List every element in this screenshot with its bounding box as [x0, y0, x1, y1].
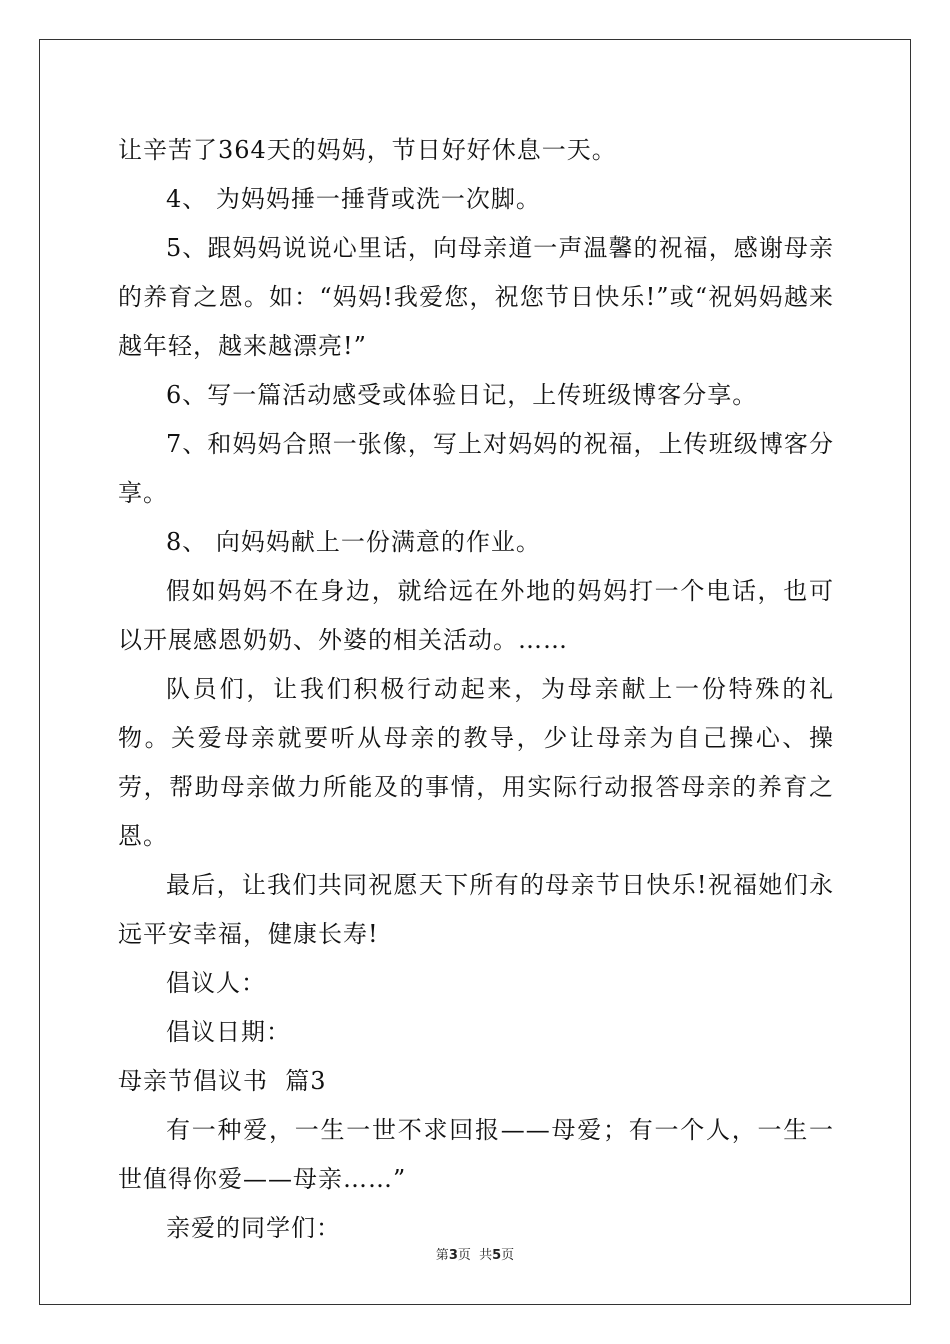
paragraph-continuation: 让辛苦了364天的妈妈，节日好好休息一天。	[118, 136, 617, 164]
proposal-date-label: 倡议日期：	[166, 1018, 291, 1046]
paragraph-closing-wish: 最后，让我们共同祝愿天下所有的母亲节日快乐!祝福她们永远平安幸福，健康长寿!	[118, 871, 834, 948]
paragraph-item-6: 6、写一篇活动感受或体验日记，上传班级博客分享。	[166, 381, 758, 409]
footer-page-mid: 页 共	[457, 1248, 493, 1263]
footer-current-page: 3	[448, 1248, 458, 1263]
paragraph-item-4: 4、 为妈妈捶一捶背或洗一次脚。	[166, 185, 541, 213]
paragraph-item-5: 5、跟妈妈说说心里话，向母亲道一声温馨的祝福，感谢母亲的养育之恩。如：“妈妈!我爱您，祝您节日快乐!”或“祝妈妈越来越年轻，越来越漂亮!”	[118, 234, 834, 360]
paragraph-item-8: 8、 向妈妈献上一份满意的作业。	[166, 528, 541, 556]
document-body	[118, 126, 834, 1253]
paragraph-absent-mother: 假如妈妈不在身边，就给远在外地的妈妈打一个电话，也可以开展感恩奶奶、外婆的相关活动。……	[118, 577, 834, 654]
page-footer	[0, 1244, 950, 1263]
footer-page-suffix: 页	[501, 1248, 515, 1263]
paragraph-intro-quote: 有一种爱，一生一世不求回报——母爱；有一个人，一生一世值得你爱——母亲……”	[118, 1116, 834, 1193]
footer-total-pages: 5	[492, 1248, 502, 1263]
section-title: 母亲节倡议书 篇3	[118, 1067, 327, 1095]
proposer-label: 倡议人：	[166, 969, 266, 997]
paragraph-item-7: 7、和妈妈合照一张像，写上对妈妈的祝福，上传班级博客分享。	[118, 430, 834, 507]
footer-page-prefix: 第	[435, 1248, 449, 1263]
salutation: 亲爱的同学们：	[166, 1214, 341, 1242]
paragraph-call-to-action: 队员们，让我们积极行动起来，为母亲献上一份特殊的礼物。关爱母亲就要听从母亲的教导，少让母亲为自己操心、操劳，帮助母亲做力所能及的事情，用实际行动报答母亲的养育之恩。	[118, 675, 834, 850]
